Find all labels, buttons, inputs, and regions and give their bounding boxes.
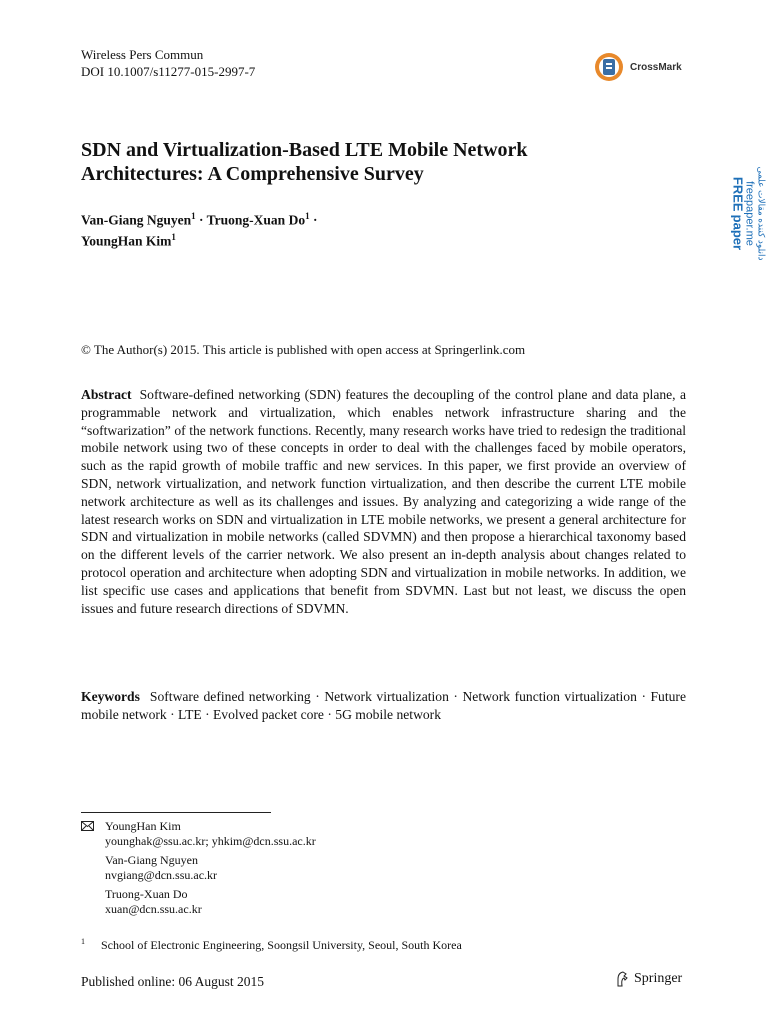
author-separator: ·	[195, 212, 207, 228]
springer-label: Springer	[634, 971, 683, 986]
author-list	[81, 208, 317, 249]
freepaper-badge[interactable]	[730, 158, 767, 268]
author-affiliation-mark: 1	[305, 211, 310, 221]
author-affiliation-mark: 1	[191, 211, 196, 221]
doi[interactable]: DOI 10.1007/s11277-015-2997-7	[81, 64, 256, 79]
copyright-notice: © The Author(s) 2015. This article is published with open access at Springerlink.com	[81, 342, 526, 357]
contact-email[interactable]: xuan@dcn.ssu.ac.kr	[105, 902, 202, 916]
contact-entry	[105, 887, 316, 917]
affiliation-number: 1	[81, 937, 85, 946]
contact-name: Van-Giang Nguyen	[105, 853, 198, 867]
affiliation-text: School of Electronic Engineering, Soongsil University, Seoul, South Korea	[101, 938, 462, 952]
freepaper-site: freepaper.me	[743, 180, 756, 246]
contact-email[interactable]: younghak@ssu.ac.kr; yhkim@dcn.ssu.ac.kr	[105, 834, 316, 848]
abstract-text: Software-defined networking (SDN) features the decoupling of the control plane and data plane, a programmable network and virtualization, which enables network infrastructure sharing and the “softwarization” of the network functions. Recently, many research works have tried to redesign the traditional mobile network using two of these concepts in order to deal with the challenges faced by mobile operators, such as the rapid growth of mobile traffic and new services. In this paper, we first provide an overview of SDN, network virtualization, and network function virtualization, and then describe the current LTE mobile network architecture as well as its challenges and issues. By analyzing and categorizing a wide range of the latest research works on SDN and virtualization in LTE mobile networks, we present a general architecture for SDN and virtualization in mobile networks (called SDVMN) and then propose a hierarchical taxonomy based on the different levels of the carrier network. We also present an in-depth analysis about changes related to protocol operation and architecture when adopting SDN and virtualization in mobile networks. In addition, we list specific use cases and applications that benefit from SDVMN. Last but not least, we discuss the open issues and future research directions of SDVMN.	[81, 387, 686, 616]
footnote-divider	[81, 812, 271, 813]
title-line-1: SDN and Virtualization-Based LTE Mobile Network	[81, 139, 528, 161]
author-affiliation-mark: 1	[171, 231, 176, 242]
journal-header	[81, 46, 255, 80]
crossmark-badge[interactable]	[594, 52, 682, 82]
springer-logo	[615, 971, 682, 987]
title-line-2: Architectures: A Comprehensive Survey	[81, 163, 424, 185]
author-separator: ·	[309, 212, 318, 228]
author-name: Van-Giang Nguyen	[81, 212, 192, 228]
author-name: Truong-Xuan Do	[206, 212, 306, 228]
published-date: Published online: 06 August 2015	[81, 974, 265, 989]
freepaper-free: FREE	[730, 176, 746, 212]
contact-entry	[105, 853, 316, 883]
affiliation-footnote	[81, 934, 462, 953]
keywords	[81, 688, 686, 724]
author-name: YoungHan Kim	[81, 233, 172, 248]
freepaper-arabic: دانلود کننده مقالات علمی	[756, 165, 767, 261]
springer-horse-icon	[615, 971, 629, 987]
contact-list	[81, 819, 316, 921]
abstract	[81, 386, 686, 617]
journal-name: Wireless Pers Commun	[81, 47, 204, 62]
crossmark-label: CrossMark	[630, 61, 682, 73]
envelope-icon	[81, 821, 94, 831]
crossmark-icon	[594, 52, 624, 82]
contact-name: YoungHan Kim	[105, 819, 181, 833]
contact-email[interactable]: nvgiang@dcn.ssu.ac.kr	[105, 868, 218, 882]
abstract-heading: Abstract	[81, 387, 132, 402]
contact-name: Truong-Xuan Do	[105, 887, 188, 901]
contact-entry	[105, 819, 316, 849]
keywords-heading: Keywords	[81, 689, 140, 704]
keywords-text: Software defined networking · Network virtualization · Network function virtualization · Future mobile network · LTE · Evolved packet core · 5G mobile network	[81, 689, 686, 722]
article-title	[81, 138, 681, 186]
freepaper-paper: paper	[730, 214, 746, 250]
